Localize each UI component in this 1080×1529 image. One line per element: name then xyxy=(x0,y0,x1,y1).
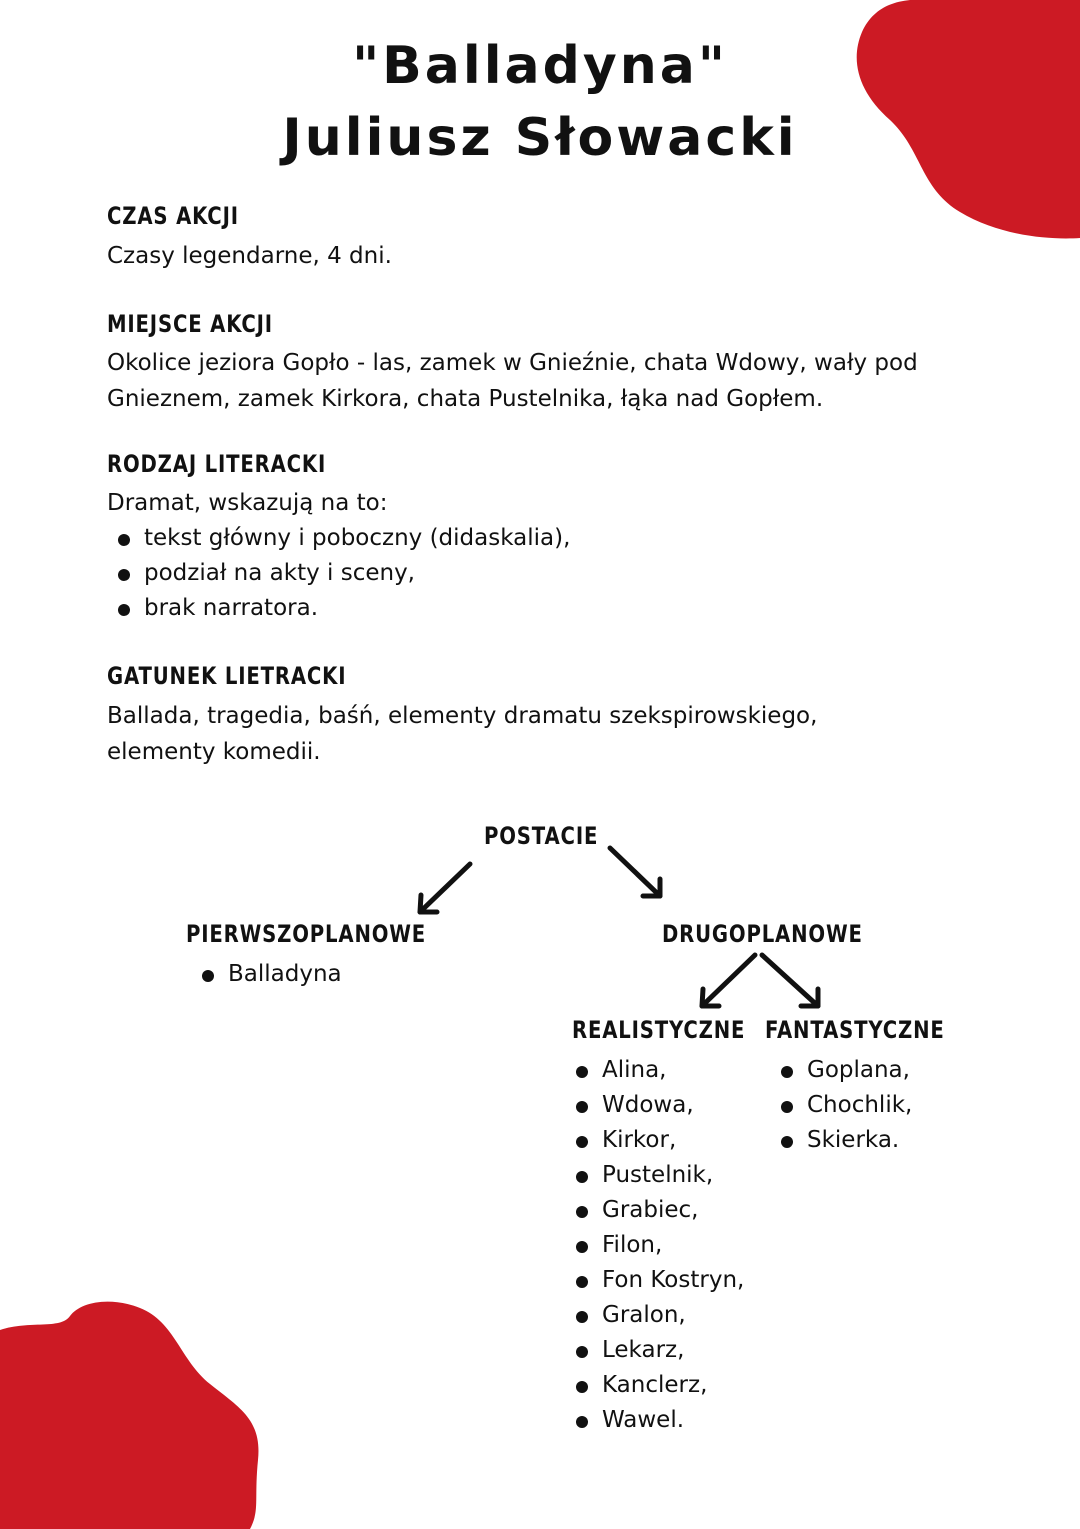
list-item: tekst główny i poboczny (didaskalia), xyxy=(112,521,570,556)
miejsce-akcji-line-1: Okolice jeziora Gopło - las, zamek w Gnieźnie, chata Wdowy, wały pod xyxy=(107,350,918,376)
list-item: Pustelnik, xyxy=(570,1158,744,1193)
list-item: Lekarz, xyxy=(570,1333,744,1368)
list-item: Fon Kostryn, xyxy=(570,1263,744,1298)
arrow-to-realistyczne xyxy=(702,955,755,1006)
title-line-1: "Balladyna" xyxy=(352,36,728,96)
fantastyczne-list xyxy=(775,1053,912,1158)
list-item: Balladyna xyxy=(196,957,342,992)
gatunek-line-2: elementy komedii. xyxy=(107,739,321,765)
rodzaj-intro: Dramat, wskazują na to: xyxy=(107,490,388,516)
list-item: brak narratora. xyxy=(112,591,570,626)
pierwszoplanowe-label: PIERWSZOPLANOWE xyxy=(186,920,427,948)
czas-akcji-heading: CZAS AKCJI xyxy=(107,202,239,230)
czas-akcji-text: Czasy legendarne, 4 dni. xyxy=(107,243,392,269)
gatunek-line-1: Ballada, tragedia, baśń, elementy dramatu szekspirowskiego, xyxy=(107,703,818,729)
rodzaj-heading: RODZAJ LITERACKI xyxy=(107,450,327,478)
arrow-to-fantastyczne xyxy=(762,955,818,1006)
realistyczne-list xyxy=(570,1053,744,1438)
list-item: Chochlik, xyxy=(775,1088,912,1123)
fantastyczne-label: FANTASTYCZNE xyxy=(765,1016,945,1044)
list-item: Wdowa, xyxy=(570,1088,744,1123)
title-line-2: Juliusz Słowacki xyxy=(282,108,798,168)
pierwszoplanowe-list xyxy=(196,957,342,992)
list-item: Kirkor, xyxy=(570,1123,744,1158)
miejsce-akcji-heading: MIEJSCE AKCJI xyxy=(107,310,273,338)
postacie-label: POSTACIE xyxy=(484,822,599,850)
drugoplanowe-label: DRUGOPLANOWE xyxy=(662,920,863,948)
list-item: Alina, xyxy=(570,1053,744,1088)
list-item: podział na akty i sceny, xyxy=(112,556,570,591)
list-item: Grabiec, xyxy=(570,1193,744,1228)
arrow-to-pierwszoplanowe xyxy=(420,864,470,912)
list-item: Filon, xyxy=(570,1228,744,1263)
list-item: Skierka. xyxy=(775,1123,912,1158)
list-item: Kanclerz, xyxy=(570,1368,744,1403)
realistyczne-label: REALISTYCZNE xyxy=(572,1016,746,1044)
arrow-to-drugoplanowe xyxy=(610,848,660,896)
list-item: Gralon, xyxy=(570,1298,744,1333)
list-item: Wawel. xyxy=(570,1403,744,1438)
gatunek-heading: GATUNEK LIETRACKI xyxy=(107,662,347,690)
list-item: Goplana, xyxy=(775,1053,912,1088)
miejsce-akcji-line-2: Gnieznem, zamek Kirkora, chata Pustelnika, łąka nad Gopłem. xyxy=(107,386,824,412)
